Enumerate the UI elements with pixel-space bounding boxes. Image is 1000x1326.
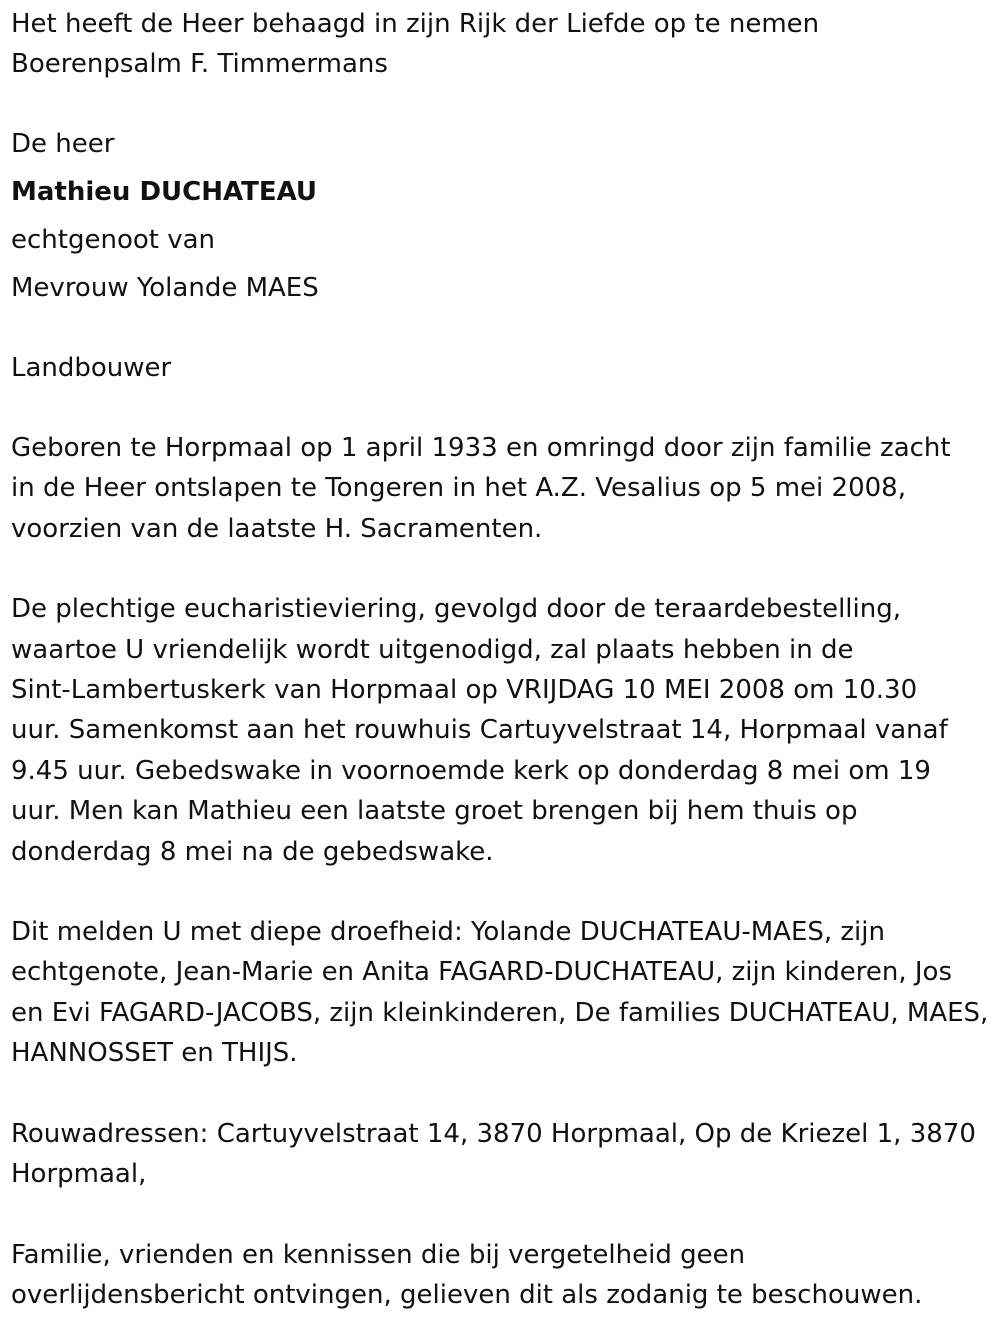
occupation: Landbouwer — [11, 353, 172, 383]
paragraph-line: waartoe U vriendelijk wordt uitgenodigd, zal plaats hebben in de — [11, 634, 854, 665]
paragraph-line: 9.45 uur. Gebedswake in voornoemde kerk op donderdag 8 mei om 19 — [11, 755, 931, 786]
relation-text: echtgenoot van — [11, 225, 216, 255]
announcers-paragraph — [11, 912, 996, 1074]
paragraph-line: Sint-Lambertuskerk van Horpmaal op VRIJDAG 10 MEI 2008 om 10.30 — [11, 675, 918, 706]
paragraph-line: De plechtige eucharistieviering, gevolgd door de teraardebestelling, — [11, 594, 902, 625]
paragraph-line: overlijdensbericht ontvingen, gelieven dit als zodanig te beschouwen. — [11, 1279, 923, 1310]
paragraph-line: voorzien van de laatste H. Sacramenten. — [11, 513, 543, 544]
paragraph-line: Dit melden U met diepe droefheid: Yolande DUCHATEAU-MAES, zijn — [11, 917, 885, 948]
paragraph-line: uur. Samenkomst aan het rouwhuis Cartuyvelstraat 14, Horpmaal vanaf — [11, 715, 948, 746]
paragraph-line: en Evi FAGARD-JACOBS, zijn kleinkinderen, De families DUCHATEAU, MAES, — [11, 997, 989, 1028]
intro-line-2: Boerenpsalm F. Timmermans — [11, 49, 388, 79]
intro-block — [11, 4, 996, 84]
paragraph-line: Rouwadressen: Cartuyvelstraat 14, 3870 Horpmaal, Op de Kriezel 1, 3870 — [11, 1118, 976, 1149]
deceased-name: Mathieu DUCHATEAU — [11, 177, 318, 207]
paragraph-line: echtgenote, Jean-Marie en Anita FAGARD-DUCHATEAU, zijn kinderen, Jos — [11, 957, 953, 988]
spouse-name: Mevrouw Yolande MAES — [11, 273, 319, 303]
paragraph-line: Familie, vrienden en kennissen die bij vergetelheid geen — [11, 1239, 746, 1270]
closing-paragraph — [11, 1235, 996, 1316]
person-block — [11, 124, 996, 388]
addresses-paragraph — [11, 1114, 996, 1195]
paragraph-line: Horpmaal, — [11, 1159, 147, 1190]
obituary-document — [11, 4, 996, 1315]
salutation: De heer — [11, 129, 115, 159]
birth-death-paragraph — [11, 428, 996, 549]
paragraph-line: in de Heer ontslapen te Tongeren in het A.Z. Vesalius op 5 mei 2008, — [11, 473, 906, 504]
paragraph-line: HANNOSSET en THIJS. — [11, 1038, 298, 1069]
intro-line-1: Het heeft de Heer behaagd in zijn Rijk der Liefde op te nemen — [11, 9, 820, 39]
paragraph-line: uur. Men kan Mathieu een laatste groet brengen bij hem thuis op — [11, 796, 858, 827]
paragraph-line: donderdag 8 mei na de gebedswake. — [11, 836, 494, 867]
ceremony-paragraph — [11, 589, 996, 872]
paragraph-line: Geboren te Horpmaal op 1 april 1933 en omringd door zijn familie zacht — [11, 433, 951, 463]
